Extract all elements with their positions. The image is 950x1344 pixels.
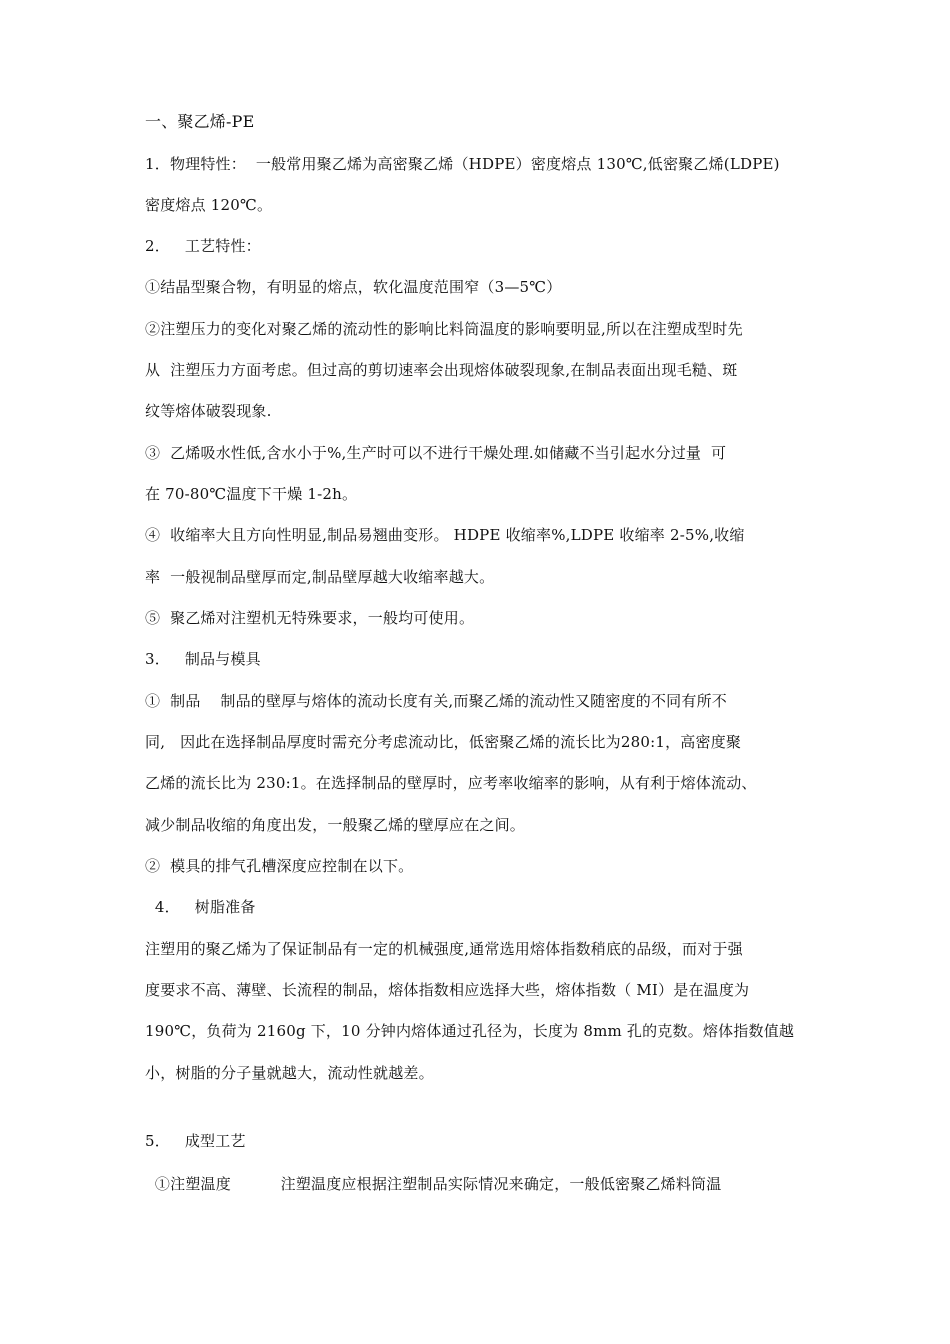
section-title: 一、聚乙烯-PE <box>145 112 255 131</box>
text-line: 190℃，负荷为 2160g 下，10 分钟内熔体通过孔径为，长度为 8mm 孔的克数。熔体指数值越 <box>145 1022 795 1040</box>
text-line: 小，树脂的分子量就越大，流动性就越差。 <box>145 1064 434 1082</box>
text-line: 在 70-80℃温度下干燥 1-2h。 <box>145 485 358 503</box>
text-line: 乙烯的流长比为 230:1。在选择制品的壁厚时，应考率收缩率的影响，从有利于熔体流动、 <box>145 774 757 792</box>
text-line: 1．物理特性： 一般常用聚乙烯为高密聚乙烯（HDPE）密度熔点 130℃,低密聚乙烯(LDPE) <box>145 155 780 173</box>
text-line: ② 模具的排气孔槽深度应控制在以下。 <box>145 857 414 875</box>
text-line: ⑤ 聚乙烯对注塑机无特殊要求，一般均可使用。 <box>145 609 475 627</box>
text-line: 同, 因此在选择制品厚度时需充分考虑流动比，低密聚乙烯的流长比为280:1，高密度聚 <box>145 733 742 751</box>
text-line: 度要求不高、薄壁、长流程的制品，熔体指数相应选择大些，熔体指数（ MI）是在温度为 <box>145 981 750 999</box>
text-line: ②注塑压力的变化对聚乙烯的流动性的影响比料筒温度的影响要明显,所以在注塑成型时先 <box>145 320 743 338</box>
text-line: 减少制品收缩的角度出发，一般聚乙烯的壁厚应在之间。 <box>145 816 526 834</box>
text-line: ③ 乙烯吸水性低,含水小于%,生产时可以不进行干燥处理.如储藏不当引起水分过量 可 <box>145 444 727 462</box>
text-line: 3． 制品与模具 <box>145 650 261 668</box>
text-line: ①注塑温度 注塑温度应根据注塑制品实际情况来确定，一般低密聚乙烯料筒温 <box>145 1175 722 1193</box>
text-line: ④ 收缩率大且方向性明显,制品易翘曲变形。 HDPE 收缩率%,LDPE 收缩率 2-5%,收缩 <box>145 526 745 544</box>
text-line: 率 一般视制品壁厚而定,制品壁厚越大收缩率越大。 <box>145 568 495 586</box>
text-line: ①结晶型聚合物，有明显的熔点，软化温度范围窄（3—5℃） <box>145 278 562 296</box>
text-line: 纹等熔体破裂现象. <box>145 402 272 420</box>
text-line: ① 制品 制品的壁厚与熔体的流动长度有关,而聚乙烯的流动性又随密度的不同有所不 <box>145 692 727 710</box>
text-line: 5． 成型工艺 <box>145 1132 246 1150</box>
text-line: 从 注塑压力方面考虑。但过高的剪切速率会出现熔体破裂现象,在制品表面出现毛糙、斑 <box>145 361 738 379</box>
text-line: 注塑用的聚乙烯为了保证制品有一定的机械强度,通常选用熔体指数稍底的品级，而对于强 <box>145 940 743 958</box>
text-line: 2． 工艺特性： <box>145 237 261 255</box>
text-line: 密度熔点 120℃。 <box>145 196 273 214</box>
text-line: 4． 树脂准备 <box>145 898 256 916</box>
